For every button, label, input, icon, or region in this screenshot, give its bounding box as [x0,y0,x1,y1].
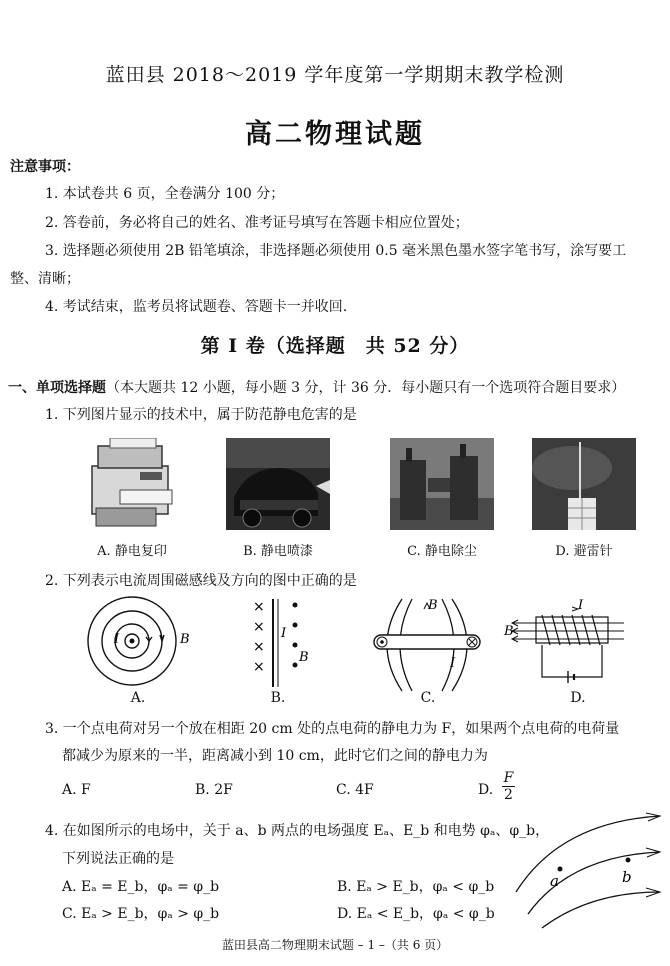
q3-option-d-fraction [502,770,516,803]
q4-option-c[interactable]: C. Eₐ > E_b，φₐ > φ_b [62,906,220,922]
q4-point-b: b [622,868,632,886]
photocopier-image [80,438,184,530]
q2-option-a[interactable]: A. [130,690,146,706]
dust-removal-image [390,438,494,530]
q2c-label-b: B [428,598,438,613]
q3-option-a[interactable]: A. F [62,782,91,798]
exam-title: 蓝田县 2018～2019 学年度第一学期期末教学检测 [105,64,565,86]
notice-heading: 注意事项： [10,159,80,175]
subject-title: 高二物理试题 [245,119,425,150]
q2a-label-i: I [114,632,120,647]
q2-option-b[interactable]: B. [270,690,286,706]
notice-item-3: 3. 选择题必须使用 2B 铅笔填涂，非选择题必须使用 0.5 毫米黑色墨水签字笔书写，涂写要工 [45,243,627,259]
q3-stem-line1: 3. 一个点电荷对另一个放在相距 20 cm 处的点电荷的静电力为 F，如果两个点电荷的电荷量 [45,721,620,737]
q4-point-a: a [550,872,559,890]
notice-item-2: 2. 答卷前，务必将自己的姓名、准考证号填写在答题卡相应位置处； [45,215,469,231]
svg-text:×: × [253,619,265,635]
volume-title: 第 I 卷（选择题 共 52 分） [200,335,470,357]
q2-option-d[interactable]: D. [570,690,586,706]
q2-diagram-d [502,595,632,695]
q1-option-a[interactable]: A. 静电复印 [97,544,167,559]
q4-field-diagram [510,812,666,930]
q1-option-d[interactable]: D. 避雷针 [555,544,613,559]
q3-option-d[interactable] [478,770,515,803]
q3-d-denominator: 2 [504,787,513,803]
svg-text:×: × [253,599,265,615]
q3-option-d-label: D. [478,782,494,798]
section-header [8,377,625,397]
q1-option-c[interactable]: C. 静电除尘 [407,544,477,559]
q2-diagram-c [362,595,492,695]
section-label: 一、单项选择题 [8,380,106,396]
q2a-label-b: B [180,632,190,647]
q2c-label-i: I [450,656,456,671]
q2-diagram-a [80,595,190,695]
q2-diagram-b [225,595,325,695]
q4-option-b[interactable]: B. Eₐ > E_b，φₐ < φ_b [337,879,495,895]
q3-d-numerator: F [503,770,514,786]
q4-option-a[interactable]: A. Eₐ = E_b，φₐ = φ_b [62,879,220,895]
lightning-rod-image [532,438,636,530]
q2d-label-b: B [504,624,514,639]
notice-item-3-cont: 整、清晰； [10,271,80,287]
q4-stem-line2: 下列说法正确的是 [62,851,174,867]
q3-option-c[interactable]: C. 4F [336,782,374,798]
q2-option-c[interactable]: C. [420,690,436,706]
spray-painting-image [226,438,330,530]
q2b-label-b: B [299,650,309,665]
q4-option-d[interactable]: D. Eₐ < E_b，φₐ < φ_b [337,906,495,922]
q1-stem: 1. 下列图片显示的技术中，属于防范静电危害的是 [45,407,357,423]
q2-stem: 2. 下列表示电流周围磁感线及方向的图中正确的是 [45,573,357,589]
q2b-label-i: I [281,626,287,641]
q1-option-b[interactable]: B. 静电喷漆 [243,544,313,559]
notice-item-4: 4. 考试结束，监考员将试题卷、答题卡一并收回. [45,299,348,315]
svg-text:×: × [253,639,265,655]
q4-stem-line1: 4. 在如图所示的电场中，关于 a、b 两点的电场强度 Eₐ、E_b 和电势 φₐ、φ_b， [45,823,550,839]
notice-item-1: 1. 本试卷共 6 页，全卷满分 100 分； [45,186,285,202]
q3-stem-line2: 都减少为原来的一半，距离减小到 10 cm，此时它们之间的静电力为 [62,748,488,764]
section-desc: （本大题共 12 小题，每小题 3 分，计 36 分．每小题只有一个选项符合题目要求） [106,380,626,396]
q3-option-b[interactable]: B. 2F [195,782,233,798]
q2d-label-i: I [578,598,584,613]
page-footer: 蓝田县高二物理期末试题 – 1 –（共 6 页） [221,938,449,952]
svg-text:×: × [253,659,265,675]
